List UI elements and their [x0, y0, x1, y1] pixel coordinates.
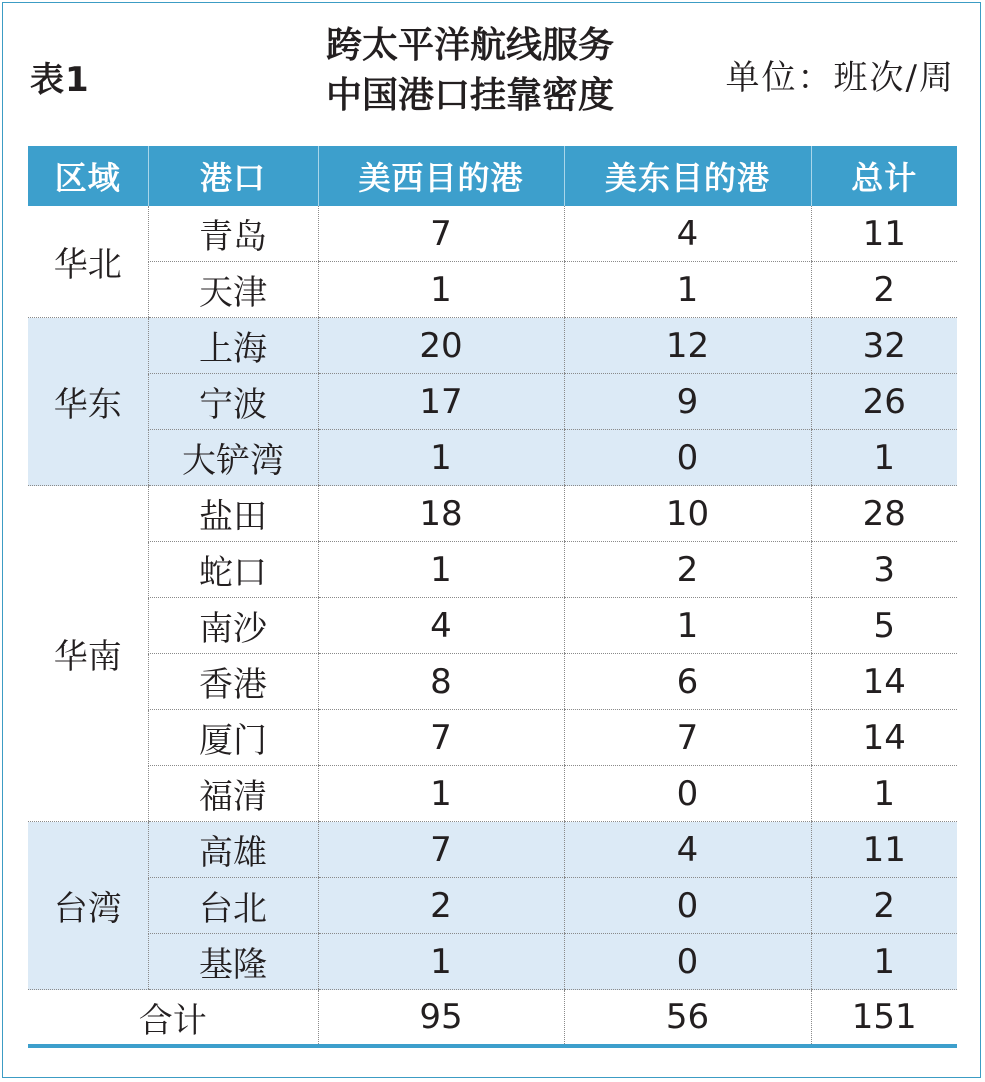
us-east-cell: 4 [564, 822, 811, 878]
us-east-cell: 7 [564, 710, 811, 766]
total-cell: 5 [811, 598, 957, 654]
us-west-cell: 20 [318, 318, 564, 374]
total-cell: 26 [811, 374, 957, 430]
us-east-cell: 9 [564, 374, 811, 430]
us-west-cell: 2 [318, 878, 564, 934]
us-west-cell: 7 [318, 206, 564, 262]
us-east-cell: 0 [564, 766, 811, 822]
table-row [28, 710, 957, 766]
us-west-cell: 1 [318, 766, 564, 822]
us-west-cell: 1 [318, 934, 564, 990]
grand-total-cell: 151 [811, 990, 957, 1047]
table-row [28, 934, 957, 990]
us-west-cell: 8 [318, 654, 564, 710]
column-header-region: 区域 [28, 146, 148, 206]
region-cell: 台湾 [28, 822, 148, 990]
total-cell: 3 [811, 542, 957, 598]
port-cell: 基隆 [148, 934, 318, 990]
total-cell: 1 [811, 430, 957, 486]
column-header-port: 港口 [148, 146, 318, 206]
total-label: 合计 [28, 990, 318, 1047]
us-west-cell: 4 [318, 598, 564, 654]
total-cell: 32 [811, 318, 957, 374]
region-cell: 华南 [28, 486, 148, 822]
table-row [28, 542, 957, 598]
table-row [28, 598, 957, 654]
table-title-line2: 中国港口挂靠密度 [325, 75, 614, 116]
port-cell: 青岛 [148, 206, 318, 262]
region-cell: 华北 [28, 206, 148, 318]
table-row [28, 822, 957, 878]
us-east-cell: 0 [564, 878, 811, 934]
total-cell: 28 [811, 486, 957, 542]
us-east-cell: 0 [564, 934, 811, 990]
table-row [28, 206, 957, 262]
us-east-cell: 6 [564, 654, 811, 710]
us-east-cell: 4 [564, 206, 811, 262]
us-east-cell: 1 [564, 598, 811, 654]
port-cell: 福清 [148, 766, 318, 822]
total-us-west-cell: 95 [318, 990, 564, 1047]
port-cell: 大铲湾 [148, 430, 318, 486]
total-cell: 2 [811, 262, 957, 318]
table-row [28, 878, 957, 934]
table-row [28, 318, 957, 374]
us-east-cell: 0 [564, 430, 811, 486]
us-east-cell: 10 [564, 486, 811, 542]
unit-label: 单位：班次/周 [725, 58, 955, 98]
total-cell: 14 [811, 654, 957, 710]
column-header-total: 总计 [811, 146, 957, 206]
us-west-cell: 7 [318, 822, 564, 878]
port-cell: 天津 [148, 262, 318, 318]
total-cell: 11 [811, 206, 957, 262]
port-cell: 高雄 [148, 822, 318, 878]
table-row [28, 654, 957, 710]
table-title-line1: 跨太平洋航线服务 [325, 25, 614, 66]
table-row [28, 486, 957, 542]
table-row [28, 374, 957, 430]
table-row [28, 766, 957, 822]
total-cell: 11 [811, 822, 957, 878]
us-west-cell: 1 [318, 430, 564, 486]
us-east-cell: 12 [564, 318, 811, 374]
region-cell: 华东 [28, 318, 148, 486]
port-cell: 上海 [148, 318, 318, 374]
us-west-cell: 18 [318, 486, 564, 542]
port-cell: 台北 [148, 878, 318, 934]
table-body [28, 206, 957, 1046]
us-west-cell: 17 [318, 374, 564, 430]
port-cell: 南沙 [148, 598, 318, 654]
port-call-table [28, 146, 957, 1048]
us-east-cell: 1 [564, 262, 811, 318]
column-header-us-east: 美东目的港 [564, 146, 811, 206]
column-header-us-west: 美西目的港 [318, 146, 564, 206]
total-cell: 1 [811, 934, 957, 990]
port-cell: 盐田 [148, 486, 318, 542]
table-row [28, 262, 957, 318]
table-row [28, 430, 957, 486]
table-label: 表1 [30, 60, 90, 100]
port-cell: 蛇口 [148, 542, 318, 598]
us-west-cell: 1 [318, 262, 564, 318]
us-west-cell: 1 [318, 542, 564, 598]
us-east-cell: 2 [564, 542, 811, 598]
total-cell: 2 [811, 878, 957, 934]
total-cell: 14 [811, 710, 957, 766]
total-us-east-cell: 56 [564, 990, 811, 1047]
total-row [28, 990, 957, 1047]
us-west-cell: 7 [318, 710, 564, 766]
column-header-row [28, 146, 957, 206]
table-header [0, 0, 985, 140]
total-cell: 1 [811, 766, 957, 822]
port-cell: 香港 [148, 654, 318, 710]
port-cell: 宁波 [148, 374, 318, 430]
port-cell: 厦门 [148, 710, 318, 766]
